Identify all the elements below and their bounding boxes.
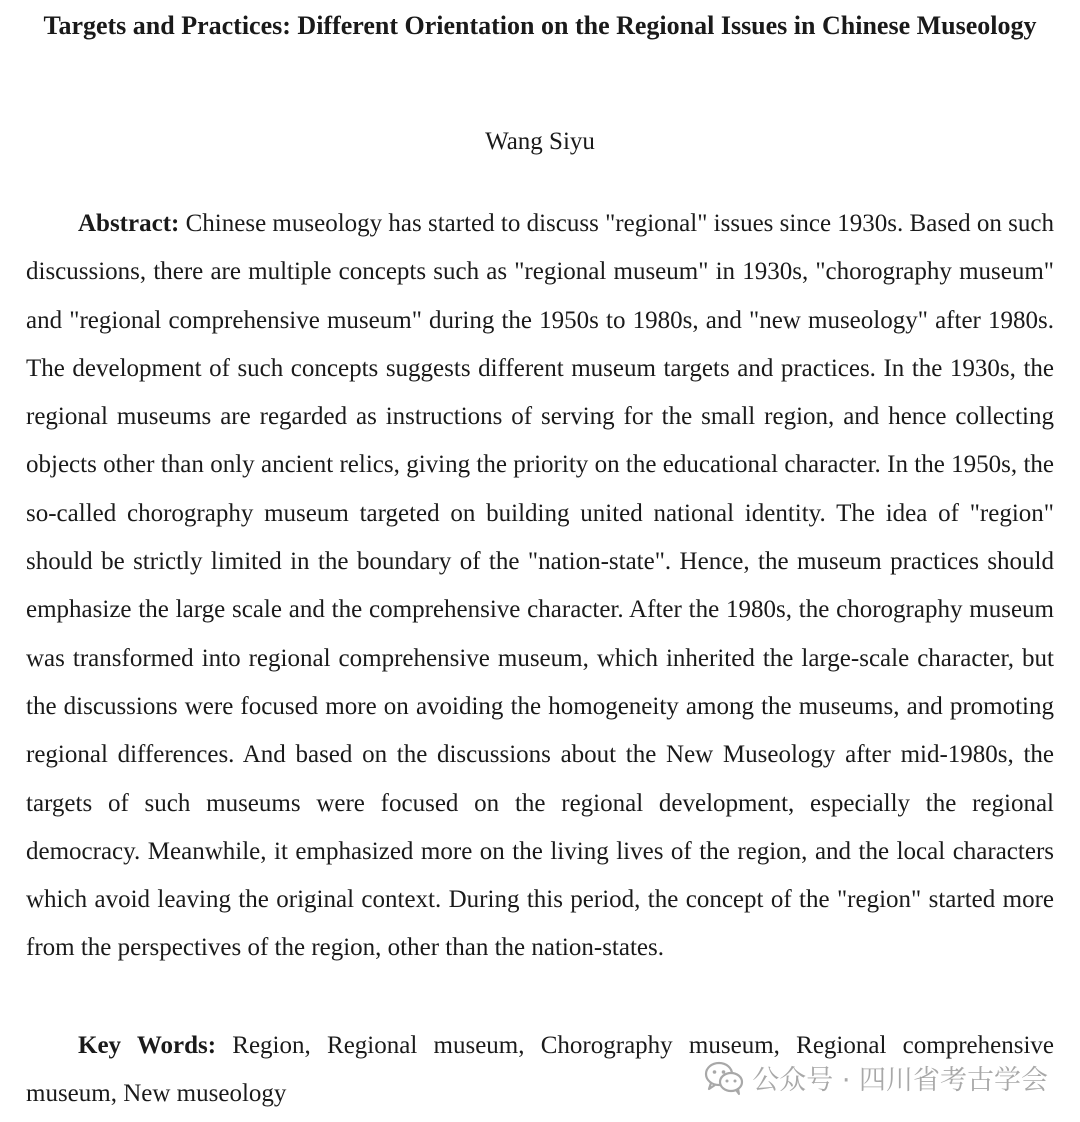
abstract-text: Chinese museology has started to discuss "regional" issues since 1930s. Based on such discussions, there are multiple concepts such as "regional museum" in 1930s, "chorography museum" and "regional comprehensive museum" during the 1950s to 1980s, and "new museology" after 1980s. The development of such concepts suggests different museum targets and practices. In the 1930s, the regional museums are regarded as instructions of serving for the small region, and hence collecting objects other than only ancient relics, giving the priority on the educational character. In the 1950s, the so-called chorography museum targeted on building united national identity. The idea of "region" should be strictly limited in the boundary of the "nation-state". Hence, the museum practices should emphasize the large scale and the comprehensive character. After the 1980s, the chorography museum was transformed into regional comprehensive museum, which inherited the large-scale character, but the discussions were focused more on avoiding the homogeneity among the museums, and promoting regional differences. And based on the discussions about the New Museology after mid-1980s, the targets of such museums were focused on the regional development, especially the regional democracy. Meanwhile, it emphasized more on the living lives of the region, and the local characters which avoid leaving the original context. During this period, the concept of the "region" started more from the perspectives of the region, other than the nation-states.	[26, 210, 1054, 962]
watermark	[704, 1058, 1048, 1097]
paper-title: Targets and Practices: Different Orientation on the Regional Issues in Chinese Museology	[43, 11, 1037, 40]
wechat-icon	[704, 1061, 744, 1095]
author-name: Wang Siyu	[485, 128, 595, 155]
watermark-text: 公众号 · 四川省考古学会	[752, 1065, 1048, 1096]
keywords-text: Region, Regional museum, Chorography museum, Regional comprehensive museum, New museology	[26, 1032, 1055, 1108]
abstract-label: Abstract:	[78, 210, 180, 237]
abstract-paragraph	[26, 200, 1054, 973]
keywords-label: Key Words:	[78, 1032, 217, 1059]
